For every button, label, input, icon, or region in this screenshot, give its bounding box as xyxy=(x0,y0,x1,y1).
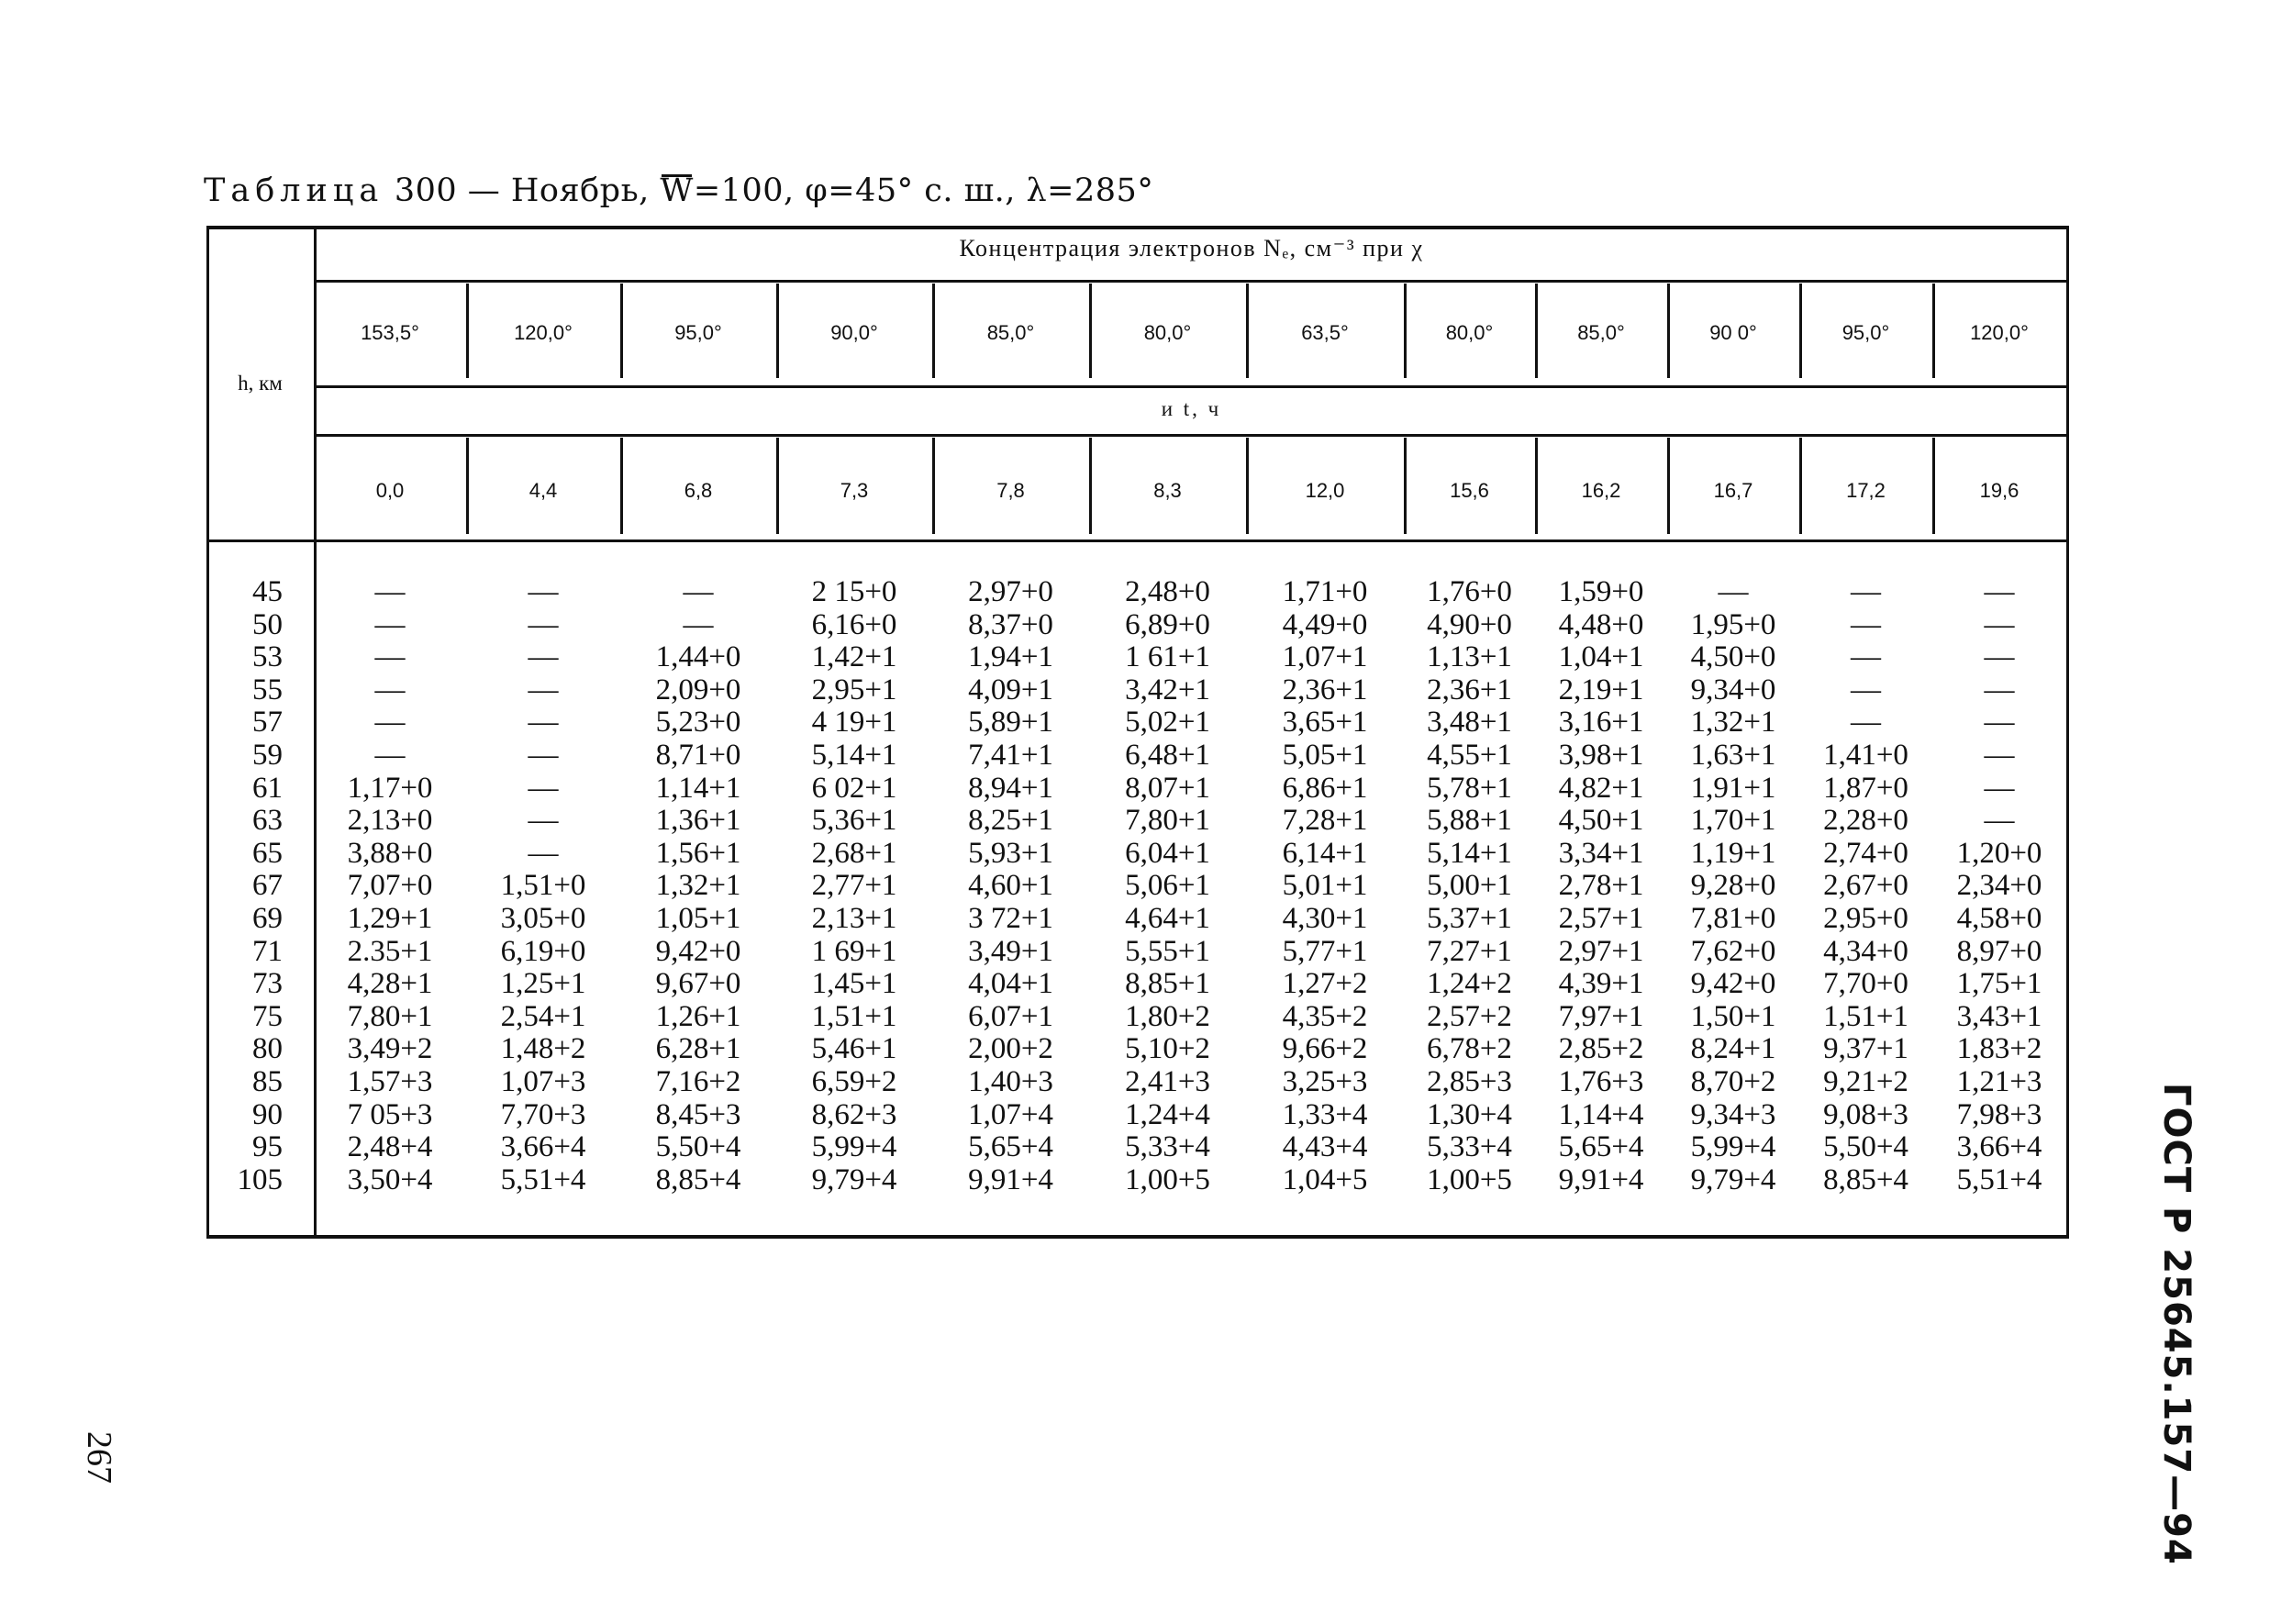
t-value: 12,0 xyxy=(1305,479,1345,502)
h-value: 80 xyxy=(252,1032,283,1066)
table-cell: 3,42+1 xyxy=(1125,673,1210,706)
table-cell: 4,39+1 xyxy=(1558,967,1644,1001)
t-value: 0,0 xyxy=(375,479,405,502)
header-rule-2 xyxy=(314,385,2069,388)
table-cell: 1 61+1 xyxy=(1125,640,1210,674)
chi-value: 95,0° xyxy=(674,321,722,344)
table-cell: 6,28+1 xyxy=(655,1032,741,1066)
table-cell: — xyxy=(1984,607,2015,641)
table-cell: 3,49+1 xyxy=(968,934,1053,968)
table-cell: 5,51+4 xyxy=(1956,1162,2042,1196)
table-cell: 8,94+1 xyxy=(968,771,1053,805)
table-cell: 1,51+0 xyxy=(500,869,586,903)
table-cell: 3,05+0 xyxy=(500,902,586,935)
table-cell: 2,57+2 xyxy=(1427,999,1512,1033)
table-cell: — xyxy=(1984,575,2015,608)
table-cell: — xyxy=(528,607,559,641)
table-cell: 5,88+1 xyxy=(1427,804,1512,838)
table-cell: — xyxy=(1984,673,2015,706)
table-cell: 3,43+1 xyxy=(1956,999,2042,1033)
table-cell: 1,07+4 xyxy=(968,1097,1053,1131)
table-cell: 1 69+1 xyxy=(811,934,897,968)
table-cell: 2,13+1 xyxy=(811,902,897,935)
table-cell: 1,32+1 xyxy=(655,869,741,903)
table-cell: 2,85+3 xyxy=(1427,1065,1512,1098)
header-rule-3 xyxy=(314,434,2069,437)
table-cell: 5,05+1 xyxy=(1282,739,1368,772)
table-cell: 5,89+1 xyxy=(968,706,1053,740)
table-cell: 2,41+3 xyxy=(1125,1065,1210,1098)
table-cell: 2,85+2 xyxy=(1558,1032,1644,1066)
table-cell: 1,24+2 xyxy=(1427,967,1512,1001)
table-cell: 1,20+0 xyxy=(1956,836,2042,870)
table-cell: 1,29+1 xyxy=(347,902,433,935)
table-cell: — xyxy=(374,640,406,674)
table-cell: 8,62+3 xyxy=(811,1097,897,1131)
caption-number: 300 — Ноябрь, xyxy=(394,172,661,209)
table-cell: — xyxy=(1851,607,1881,641)
table-cell: — xyxy=(528,804,559,838)
table-cell: 5,06+1 xyxy=(1125,869,1210,903)
table-cell: — xyxy=(528,836,559,870)
table-cell: 1,19+1 xyxy=(1690,836,1776,870)
table-cell: 2,67+0 xyxy=(1823,869,1908,903)
table-cell: 6,89+0 xyxy=(1125,607,1210,641)
table-cell: 5,46+1 xyxy=(811,1032,897,1066)
h-value: 61 xyxy=(252,771,283,805)
table-cell: — xyxy=(1984,739,2015,772)
table-cell: — xyxy=(1851,640,1881,674)
table-cell: — xyxy=(528,673,559,706)
table-cell: 2 15+0 xyxy=(811,575,897,608)
chi-value: 120,0° xyxy=(514,321,573,344)
chi-value: 153,5° xyxy=(361,321,419,344)
table-cell: 5,99+4 xyxy=(811,1130,897,1164)
table-cell: 5,14+1 xyxy=(811,739,897,772)
h-value: 65 xyxy=(252,836,283,870)
table-cell: 2,77+1 xyxy=(811,869,897,903)
table-cell: 3,88+0 xyxy=(347,836,433,870)
table-cell: 4,55+1 xyxy=(1427,739,1512,772)
table-cell: 1,80+2 xyxy=(1125,999,1210,1033)
table-cell: 8,24+1 xyxy=(1690,1032,1776,1066)
table-cell: 1,63+1 xyxy=(1690,739,1776,772)
h-value: 55 xyxy=(252,673,283,706)
table-cell: 2,48+0 xyxy=(1125,575,1210,608)
table-cell: 7,62+0 xyxy=(1690,934,1776,968)
table-cell: 7,27+1 xyxy=(1427,934,1512,968)
table-cell: 7,80+1 xyxy=(347,999,433,1033)
table-cell: 2,97+0 xyxy=(968,575,1053,608)
table-cell: — xyxy=(528,575,559,608)
h-value: 73 xyxy=(252,967,283,1001)
table-cell: 4,28+1 xyxy=(347,967,433,1001)
h-column-label: h, км xyxy=(238,372,283,395)
table-cell: 1,41+0 xyxy=(1823,739,1908,772)
caption-w-symbol: W xyxy=(660,172,694,209)
table-cell: 9,28+0 xyxy=(1690,869,1776,903)
table-cell: 3,49+2 xyxy=(347,1032,433,1066)
table-cell: 7,70+0 xyxy=(1823,967,1908,1001)
table-cell: — xyxy=(1984,706,2015,740)
table-cell: 1,91+1 xyxy=(1690,771,1776,805)
table-cell: 5,37+1 xyxy=(1427,902,1512,935)
table-cell: 1,59+0 xyxy=(1558,575,1644,608)
table-cell: 1,76+3 xyxy=(1558,1065,1644,1098)
table-cell: 9,42+0 xyxy=(1690,967,1776,1001)
h-value: 63 xyxy=(252,804,283,838)
table-cell: 8,85+1 xyxy=(1125,967,1210,1001)
table-cell: 1,24+4 xyxy=(1125,1097,1210,1131)
table-cell: 7,28+1 xyxy=(1282,804,1368,838)
t-value: 7,3 xyxy=(840,479,869,502)
table-cell: 2,36+1 xyxy=(1427,673,1512,706)
h-value: 75 xyxy=(252,999,283,1033)
table-cell: 2,36+1 xyxy=(1282,673,1368,706)
table-cell: 5,51+4 xyxy=(500,1162,586,1196)
table-cell: 1,33+4 xyxy=(1282,1097,1368,1131)
h-value: 95 xyxy=(252,1130,283,1164)
caption-prefix: Таблица xyxy=(204,172,384,209)
table-cell: 1,51+1 xyxy=(811,999,897,1033)
table-cell: 7,81+0 xyxy=(1690,902,1776,935)
table-cell: — xyxy=(1718,575,1749,608)
header-rule-4 xyxy=(206,539,2069,542)
table-cell: 1,56+1 xyxy=(655,836,741,870)
table-cell: 6 02+1 xyxy=(811,771,897,805)
table-cell: 4,90+0 xyxy=(1427,607,1512,641)
table-cell: 2,13+0 xyxy=(347,804,433,838)
table-cell: 9,34+0 xyxy=(1690,673,1776,706)
table-cell: 1,45+1 xyxy=(811,967,897,1001)
table-cell: 5,65+4 xyxy=(968,1130,1053,1164)
table-cell: 8,25+1 xyxy=(968,804,1053,838)
table-cell: 8,97+0 xyxy=(1956,934,2042,968)
table-cell: 4,64+1 xyxy=(1125,902,1210,935)
table-cell: 1,04+5 xyxy=(1282,1162,1368,1196)
table-cell: 5,50+4 xyxy=(1823,1130,1908,1164)
table-cell: 1,83+2 xyxy=(1956,1032,2042,1066)
table-cell: — xyxy=(683,607,714,641)
table-cell: 2.35+1 xyxy=(347,934,433,968)
t-value: 17,2 xyxy=(1846,479,1886,502)
table-cell: 8,85+4 xyxy=(1823,1162,1908,1196)
table-cell: 7,80+1 xyxy=(1125,804,1210,838)
t-value: 16,7 xyxy=(1713,479,1753,502)
table-cell: 3,34+1 xyxy=(1558,836,1644,870)
table-cell: 7,70+3 xyxy=(500,1097,586,1131)
table-cell: 1,75+1 xyxy=(1956,967,2042,1001)
h-value: 90 xyxy=(252,1097,283,1131)
table-cell: 5,33+4 xyxy=(1125,1130,1210,1164)
table-cell: 2,95+1 xyxy=(811,673,897,706)
table-cell: 5,77+1 xyxy=(1282,934,1368,968)
table-cell: 1,00+5 xyxy=(1125,1162,1210,1196)
table-cell: 3,98+1 xyxy=(1558,739,1644,772)
table-cell: 4,50+0 xyxy=(1690,640,1776,674)
concentration-label: Концентрация электронов Nₑ, см⁻³ при χ xyxy=(959,235,1424,261)
table-cell: 2,68+1 xyxy=(811,836,897,870)
table-cell: 5,10+2 xyxy=(1125,1032,1210,1066)
table-cell: 8,07+1 xyxy=(1125,771,1210,805)
table-cell: — xyxy=(1851,575,1881,608)
table-cell: 1,14+4 xyxy=(1558,1097,1644,1131)
table-cell: 4,34+0 xyxy=(1823,934,1908,968)
table-cell: 3,66+4 xyxy=(500,1130,586,1164)
table-cell: — xyxy=(374,739,406,772)
chi-value: 95,0° xyxy=(1841,321,1890,344)
table-cell: 1,95+0 xyxy=(1690,607,1776,641)
table-cell: 5,99+4 xyxy=(1690,1130,1776,1164)
t-value: 7,8 xyxy=(996,479,1025,502)
table-cell: 3,65+1 xyxy=(1282,706,1368,740)
table-cell: 5,36+1 xyxy=(811,804,897,838)
table-cell: 6,16+0 xyxy=(811,607,897,641)
table-cell: 4 19+1 xyxy=(811,706,897,740)
t-value: 4,4 xyxy=(528,479,558,502)
table-cell: 8,45+3 xyxy=(655,1097,741,1131)
table-cell: 9,79+4 xyxy=(1690,1162,1776,1196)
chi-value: 80,0° xyxy=(1143,321,1192,344)
table-cell: 2,97+1 xyxy=(1558,934,1644,968)
table-cell: 6,19+0 xyxy=(500,934,586,968)
table-cell: 9,42+0 xyxy=(655,934,741,968)
table-cell: 9,79+4 xyxy=(811,1162,897,1196)
table-cell: 5,50+4 xyxy=(655,1130,741,1164)
table-cell: 8,85+4 xyxy=(655,1162,741,1196)
h-value: 71 xyxy=(252,934,283,968)
header-rule-1 xyxy=(314,280,2069,283)
page-number: 267 xyxy=(80,1431,118,1484)
table-cell: 1,48+2 xyxy=(500,1032,586,1066)
table-cell: 1,00+5 xyxy=(1427,1162,1512,1196)
table-cell: 1,32+1 xyxy=(1690,706,1776,740)
table-cell: 7,16+2 xyxy=(655,1065,741,1098)
table-cell: 7,07+0 xyxy=(347,869,433,903)
h-value: 45 xyxy=(252,575,283,608)
h-value: 59 xyxy=(252,739,283,772)
table-cell: 7,98+3 xyxy=(1956,1097,2042,1131)
table-cell: 7,41+1 xyxy=(968,739,1053,772)
table-cell: 3,66+4 xyxy=(1956,1130,2042,1164)
table-cell: 9,08+3 xyxy=(1823,1097,1908,1131)
table-cell: 6,04+1 xyxy=(1125,836,1210,870)
table-cell: — xyxy=(374,607,406,641)
table-cell: 1,70+1 xyxy=(1690,804,1776,838)
time-label: и t, ч xyxy=(1161,397,1222,420)
table-cell: — xyxy=(374,673,406,706)
table-cell: 1,57+3 xyxy=(347,1065,433,1098)
table-cell: 6,86+1 xyxy=(1282,771,1368,805)
table-cell: 2,54+1 xyxy=(500,999,586,1033)
table-cell: 4,04+1 xyxy=(968,967,1053,1001)
table-cell: 5,23+0 xyxy=(655,706,741,740)
table-cell: 9,34+3 xyxy=(1690,1097,1776,1131)
table-cell: 1,42+1 xyxy=(811,640,897,674)
table-cell: 1,07+3 xyxy=(500,1065,586,1098)
table-cell: 6,59+2 xyxy=(811,1065,897,1098)
h-value: 50 xyxy=(252,607,283,641)
table-caption xyxy=(204,172,1153,209)
table-cell: 1,40+3 xyxy=(968,1065,1053,1098)
table-cell: 5,78+1 xyxy=(1427,771,1512,805)
table-cell: — xyxy=(374,575,406,608)
table-cell: 2,95+0 xyxy=(1823,902,1908,935)
table-cell: 7,97+1 xyxy=(1558,999,1644,1033)
table-cell: 4,35+2 xyxy=(1282,999,1368,1033)
table-cell: 1,30+4 xyxy=(1427,1097,1512,1131)
table-cell: 1,05+1 xyxy=(655,902,741,935)
table-cell: 9,37+1 xyxy=(1823,1032,1908,1066)
table-cell: 2,19+1 xyxy=(1558,673,1644,706)
table-cell: 2,34+0 xyxy=(1956,869,2042,903)
table-cell: 9,21+2 xyxy=(1823,1065,1908,1098)
table-cell: 1,14+1 xyxy=(655,771,741,805)
table-cell: 4,09+1 xyxy=(968,673,1053,706)
table-cell: 5,02+1 xyxy=(1125,706,1210,740)
h-value: 105 xyxy=(237,1162,283,1196)
table-cell: 1,21+3 xyxy=(1956,1065,2042,1098)
table-border-right xyxy=(2066,228,2069,1237)
table-cell: 1,50+1 xyxy=(1690,999,1776,1033)
table-cell: — xyxy=(1984,640,2015,674)
h-value: 85 xyxy=(252,1065,283,1098)
t-value: 15,6 xyxy=(1450,479,1489,502)
table-cell: 8,71+0 xyxy=(655,739,741,772)
table-cell: 8,70+2 xyxy=(1690,1065,1776,1098)
table-cell: 3 72+1 xyxy=(968,902,1053,935)
table-cell: 7 05+3 xyxy=(347,1097,433,1131)
table-cell: — xyxy=(683,575,714,608)
table-cell: — xyxy=(1984,804,2015,838)
table-cell: 3,50+4 xyxy=(347,1162,433,1196)
chi-value: 85,0° xyxy=(986,321,1035,344)
table-cell: 3,48+1 xyxy=(1427,706,1512,740)
t-value: 8,3 xyxy=(1153,479,1182,502)
table-cell: 9,91+4 xyxy=(968,1162,1053,1196)
table-cell: 1,13+1 xyxy=(1427,640,1512,674)
table-cell: 5,93+1 xyxy=(968,836,1053,870)
table-cell: 5,01+1 xyxy=(1282,869,1368,903)
table-cell: 6,07+1 xyxy=(968,999,1053,1033)
table-cell: 1,17+0 xyxy=(347,771,433,805)
table-cell: 4,48+0 xyxy=(1558,607,1644,641)
table-cell: 1,76+0 xyxy=(1427,575,1512,608)
table-cell: 5,65+4 xyxy=(1558,1130,1644,1164)
document-code: ГОСТ Р 25645.157—94 xyxy=(2155,1083,2197,1565)
chi-value: 85,0° xyxy=(1577,321,1625,344)
chi-value: 90,0° xyxy=(830,321,878,344)
table-cell: 2,09+0 xyxy=(655,673,741,706)
table-cell: 9,91+4 xyxy=(1558,1162,1644,1196)
table-cell: 5,00+1 xyxy=(1427,869,1512,903)
table-cell: 6,14+1 xyxy=(1282,836,1368,870)
table-cell: 5,14+1 xyxy=(1427,836,1512,870)
table-cell: — xyxy=(528,640,559,674)
t-value: 19,6 xyxy=(1979,479,2019,502)
table-cell: — xyxy=(1984,771,2015,805)
caption-rest: =100, φ=45° с. ш., λ=285° xyxy=(693,172,1154,209)
table-cell: 4,60+1 xyxy=(968,869,1053,903)
table-cell: 6,48+1 xyxy=(1125,739,1210,772)
table-cell: 1,04+1 xyxy=(1558,640,1644,674)
table-cell: — xyxy=(374,706,406,740)
table-cell: 2,00+2 xyxy=(968,1032,1053,1066)
table-cell: 1,94+1 xyxy=(968,640,1053,674)
table-cell: 1,27+2 xyxy=(1282,967,1368,1001)
table-cell: 5,33+4 xyxy=(1427,1130,1512,1164)
table-cell: 1,71+0 xyxy=(1282,575,1368,608)
h-value: 67 xyxy=(252,869,283,903)
table-cell: 3,25+3 xyxy=(1282,1065,1368,1098)
table-cell: — xyxy=(528,771,559,805)
table-cell: 4,49+0 xyxy=(1282,607,1368,641)
h-value: 57 xyxy=(252,706,283,740)
table-cell: 1,07+1 xyxy=(1282,640,1368,674)
table-cell: 4,58+0 xyxy=(1956,902,2042,935)
table-cell: 1,44+0 xyxy=(655,640,741,674)
table-cell: 8,37+0 xyxy=(968,607,1053,641)
table-cell: 9,67+0 xyxy=(655,967,741,1001)
t-value: 16,2 xyxy=(1581,479,1621,502)
table-cell: 3,16+1 xyxy=(1558,706,1644,740)
table-cell: 1,25+1 xyxy=(500,967,586,1001)
table-cell: 4,43+4 xyxy=(1282,1130,1368,1164)
chi-value: 90 0° xyxy=(1709,321,1757,344)
table-cell: 2,28+0 xyxy=(1823,804,1908,838)
table-cell: 1,87+0 xyxy=(1823,771,1908,805)
table-cell: 4,30+1 xyxy=(1282,902,1368,935)
table-cell: 9,66+2 xyxy=(1282,1032,1368,1066)
table-cell: 5,55+1 xyxy=(1125,934,1210,968)
chi-value: 63,5° xyxy=(1301,321,1349,344)
table-cell: 4,82+1 xyxy=(1558,771,1644,805)
table-cell: 1,51+1 xyxy=(1823,999,1908,1033)
table-cell: 4,50+1 xyxy=(1558,804,1644,838)
table-cell: 2,78+1 xyxy=(1558,869,1644,903)
table-cell: — xyxy=(528,706,559,740)
table-cell: 1,26+1 xyxy=(655,999,741,1033)
table-cell: 2,57+1 xyxy=(1558,902,1644,935)
table-cell: — xyxy=(528,739,559,772)
h-value: 69 xyxy=(252,902,283,935)
table-cell: — xyxy=(1851,673,1881,706)
table-cell: 2,74+0 xyxy=(1823,836,1908,870)
table-cell: — xyxy=(1851,706,1881,740)
table-cell: 1,36+1 xyxy=(655,804,741,838)
t-value: 6,8 xyxy=(684,479,713,502)
table-cell: 2,48+4 xyxy=(347,1130,433,1164)
h-value: 53 xyxy=(252,640,283,674)
chi-value: 120,0° xyxy=(1970,321,2029,344)
chi-value: 80,0° xyxy=(1445,321,1494,344)
table-cell: 6,78+2 xyxy=(1427,1032,1512,1066)
